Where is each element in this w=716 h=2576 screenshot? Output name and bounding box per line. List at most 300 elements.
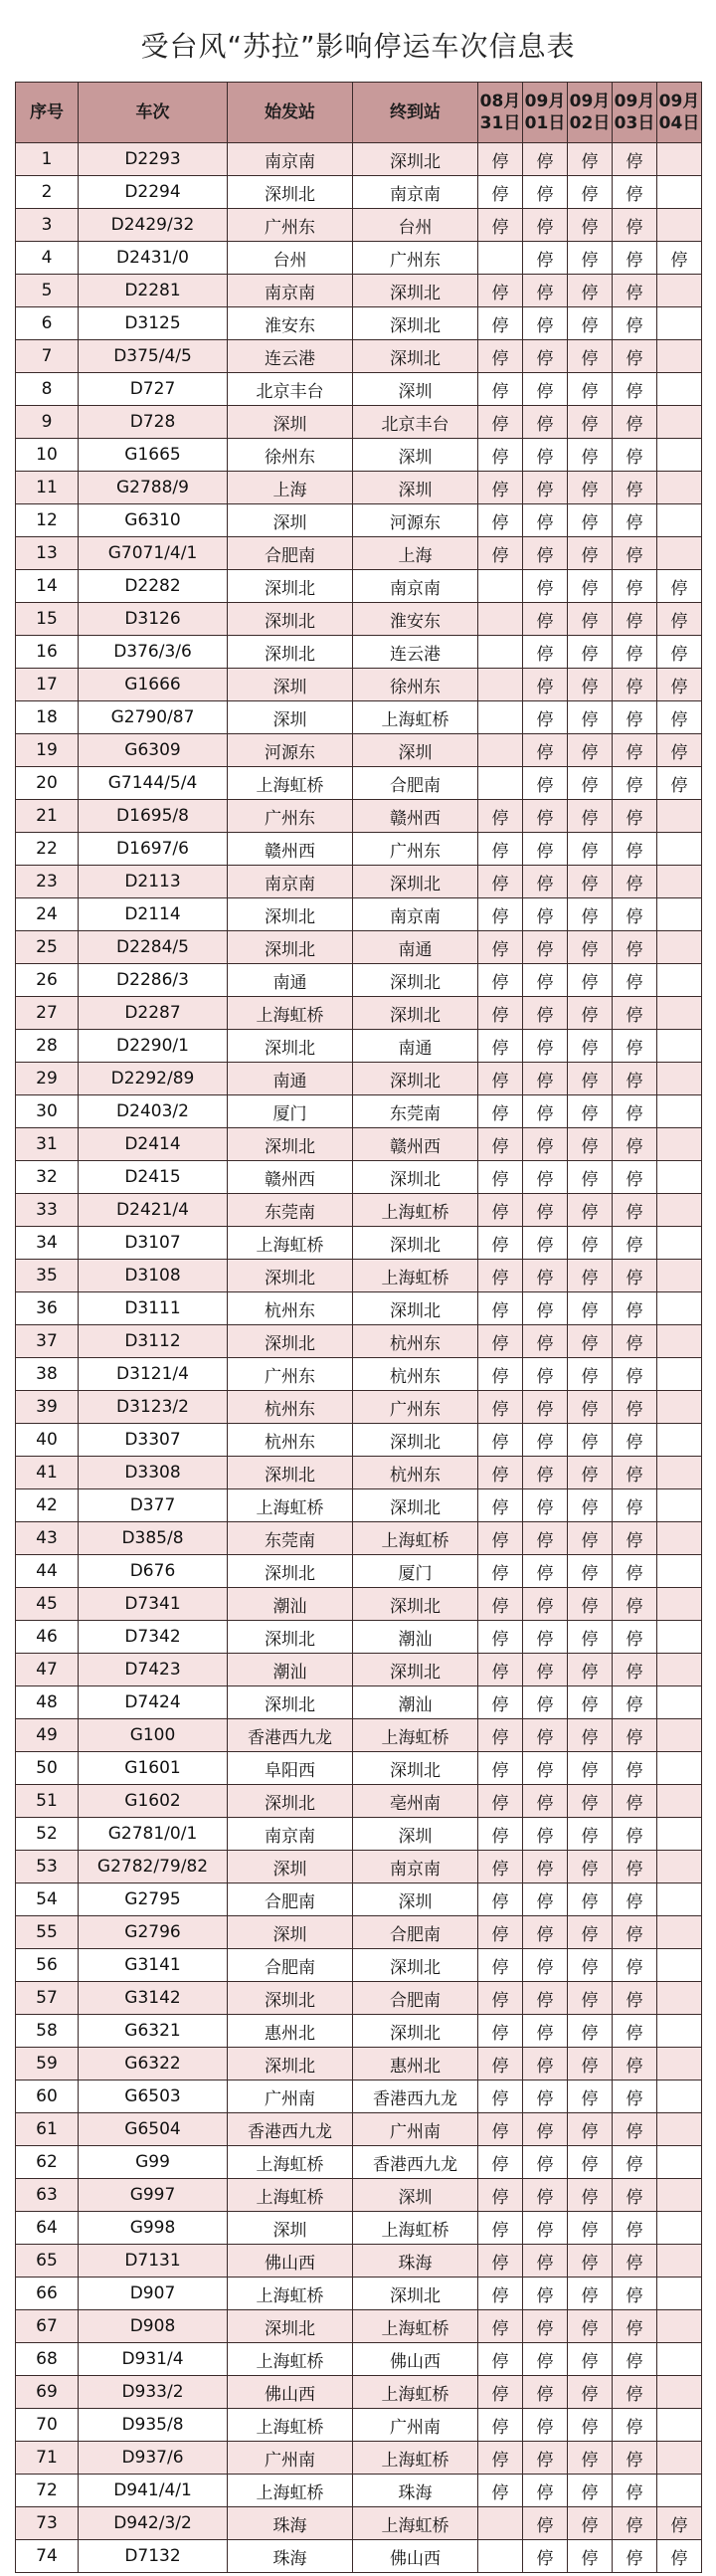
status-0904-cell <box>657 1227 702 1260</box>
row-number-cell: 53 <box>16 1851 79 1883</box>
status-0903-cell: 停 <box>613 701 657 734</box>
origin-station-cell: 广州南 <box>228 2081 353 2113</box>
train-number-cell: D2287 <box>79 997 228 1030</box>
status-0901-cell: 停 <box>523 2507 568 2540</box>
origin-station-cell: 南通 <box>228 1063 353 1095</box>
status-0831-cell: 停 <box>478 1391 523 1424</box>
status-0904-cell <box>657 2179 702 2212</box>
status-0901-cell: 停 <box>523 2015 568 2048</box>
status-0904-cell: 停 <box>657 701 702 734</box>
status-0903-cell: 停 <box>613 2540 657 2573</box>
status-0831-cell: 停 <box>478 340 523 373</box>
status-0902-cell: 停 <box>568 1391 613 1424</box>
origin-station-cell: 上海虹桥 <box>228 2409 353 2442</box>
train-number-cell: D7342 <box>79 1621 228 1654</box>
status-0901-cell: 停 <box>523 1818 568 1851</box>
train-number-cell: D2421/4 <box>79 1194 228 1227</box>
row-number-cell: 63 <box>16 2179 79 2212</box>
table-header-row <box>16 83 702 143</box>
status-0904-cell <box>657 1260 702 1292</box>
table-row <box>16 1654 702 1686</box>
status-0902-cell: 停 <box>568 2015 613 2048</box>
status-0904-cell <box>657 2113 702 2146</box>
status-0904-cell: 停 <box>657 767 702 800</box>
status-0831-cell: 停 <box>478 1030 523 1063</box>
status-0901-cell: 停 <box>523 866 568 898</box>
status-0831-cell: 停 <box>478 1719 523 1752</box>
status-0901-cell: 停 <box>523 2245 568 2278</box>
train-number-cell: D931/4 <box>79 2343 228 2376</box>
status-0903-cell: 停 <box>613 636 657 669</box>
status-0901-cell: 停 <box>523 603 568 636</box>
row-number-cell: 38 <box>16 1358 79 1391</box>
status-0831-cell: 停 <box>478 504 523 537</box>
row-number-cell: 23 <box>16 866 79 898</box>
status-0831-cell: 停 <box>478 833 523 866</box>
status-0902-cell: 停 <box>568 1128 613 1161</box>
row-number-cell: 60 <box>16 2081 79 2113</box>
train-number-cell: D7423 <box>79 1654 228 1686</box>
status-0831-cell: 停 <box>478 1686 523 1719</box>
status-0904-cell <box>657 898 702 931</box>
status-0901-cell: 停 <box>523 701 568 734</box>
terminal-station-cell: 深圳北 <box>353 1424 478 1457</box>
status-0902-cell: 停 <box>568 1883 613 1916</box>
status-0903-cell: 停 <box>613 1522 657 1555</box>
terminal-station-cell: 上海虹桥 <box>353 1522 478 1555</box>
train-number-cell: G1666 <box>79 669 228 701</box>
origin-station-cell: 深圳北 <box>228 1785 353 1818</box>
table-row <box>16 1719 702 1752</box>
status-0902-cell: 停 <box>568 2113 613 2146</box>
status-0903-cell: 停 <box>613 242 657 275</box>
status-0831-cell: 停 <box>478 1555 523 1588</box>
row-number-cell: 32 <box>16 1161 79 1194</box>
status-0831-cell: 停 <box>478 997 523 1030</box>
status-0831-cell: 停 <box>478 1621 523 1654</box>
status-0902-cell: 停 <box>568 964 613 997</box>
terminal-station-cell: 北京丰台 <box>353 406 478 439</box>
terminal-station-cell: 佛山西 <box>353 2540 478 2573</box>
status-0831-cell: 停 <box>478 472 523 504</box>
terminal-station-cell: 深圳北 <box>353 1654 478 1686</box>
status-0903-cell: 停 <box>613 1883 657 1916</box>
status-0904-cell <box>657 1030 702 1063</box>
table-row <box>16 1851 702 1883</box>
terminal-station-cell: 深圳北 <box>353 997 478 1030</box>
origin-station-cell: 杭州东 <box>228 1391 353 1424</box>
status-0901-cell: 停 <box>523 2113 568 2146</box>
status-0903-cell: 停 <box>613 1489 657 1522</box>
terminal-station-cell: 台州 <box>353 209 478 242</box>
table-row <box>16 1982 702 2015</box>
status-0831-cell: 停 <box>478 2475 523 2507</box>
status-0903-cell: 停 <box>613 2507 657 2540</box>
status-0902-cell: 停 <box>568 2245 613 2278</box>
train-number-cell: D2284/5 <box>79 931 228 964</box>
status-0903-cell: 停 <box>613 1555 657 1588</box>
status-0903-cell: 停 <box>613 767 657 800</box>
row-number-cell: 12 <box>16 504 79 537</box>
status-0903-cell: 停 <box>613 373 657 406</box>
row-number-cell: 37 <box>16 1325 79 1358</box>
status-0901-cell: 停 <box>523 1161 568 1194</box>
table-row <box>16 2540 702 2573</box>
status-0904-cell <box>657 373 702 406</box>
status-0903-cell: 停 <box>613 1161 657 1194</box>
row-number-cell: 21 <box>16 800 79 833</box>
status-0902-cell: 停 <box>568 1457 613 1489</box>
status-0904-cell: 停 <box>657 2507 702 2540</box>
status-0831-cell: 停 <box>478 275 523 307</box>
train-number-cell: D935/8 <box>79 2409 228 2442</box>
train-number-cell: D3121/4 <box>79 1358 228 1391</box>
status-0903-cell: 停 <box>613 1358 657 1391</box>
status-0904-cell: 停 <box>657 734 702 767</box>
terminal-station-cell: 南京南 <box>353 898 478 931</box>
status-0902-cell: 停 <box>568 603 613 636</box>
origin-station-cell: 香港西九龙 <box>228 1719 353 1752</box>
date-month: 09月 <box>524 92 566 111</box>
table-row <box>16 537 702 570</box>
table-row <box>16 472 702 504</box>
terminal-station-cell: 上海虹桥 <box>353 2212 478 2245</box>
terminal-station-cell: 杭州东 <box>353 1325 478 1358</box>
terminal-station-cell: 广州南 <box>353 2113 478 2146</box>
table-row <box>16 767 702 800</box>
table-row <box>16 833 702 866</box>
table-row <box>16 1358 702 1391</box>
status-0831-cell: 停 <box>478 1358 523 1391</box>
origin-station-cell: 上海虹桥 <box>228 2278 353 2310</box>
table-row <box>16 1916 702 1949</box>
table-row <box>16 307 702 340</box>
terminal-station-cell: 河源东 <box>353 504 478 537</box>
origin-station-cell: 赣州西 <box>228 833 353 866</box>
origin-station-cell: 上海虹桥 <box>228 2146 353 2179</box>
column-header-date-0902 <box>568 83 613 143</box>
status-0904-cell <box>657 340 702 373</box>
origin-station-cell: 深圳北 <box>228 636 353 669</box>
train-number-cell: D3126 <box>79 603 228 636</box>
train-number-cell: G6309 <box>79 734 228 767</box>
train-number-cell: D385/8 <box>79 1522 228 1555</box>
status-0901-cell: 停 <box>523 439 568 472</box>
status-0901-cell: 停 <box>523 2179 568 2212</box>
status-0904-cell <box>657 2146 702 2179</box>
status-0904-cell: 停 <box>657 242 702 275</box>
status-0831-cell <box>478 2540 523 2573</box>
status-0903-cell: 停 <box>613 2015 657 2048</box>
train-number-cell: D3112 <box>79 1325 228 1358</box>
status-0901-cell: 停 <box>523 1095 568 1128</box>
status-0901-cell: 停 <box>523 1391 568 1424</box>
status-0903-cell: 停 <box>613 2475 657 2507</box>
status-0902-cell: 停 <box>568 997 613 1030</box>
status-0901-cell: 停 <box>523 2146 568 2179</box>
row-number-cell: 3 <box>16 209 79 242</box>
origin-station-cell: 深圳北 <box>228 1555 353 1588</box>
status-0901-cell: 停 <box>523 176 568 209</box>
status-0831-cell: 停 <box>478 2278 523 2310</box>
origin-station-cell: 深圳北 <box>228 2310 353 2343</box>
status-0904-cell <box>657 1292 702 1325</box>
table-row <box>16 1292 702 1325</box>
status-0904-cell <box>657 2081 702 2113</box>
status-0831-cell: 停 <box>478 209 523 242</box>
status-0902-cell: 停 <box>568 1949 613 1982</box>
row-number-cell: 44 <box>16 1555 79 1588</box>
train-number-cell: G6321 <box>79 2015 228 2048</box>
status-0903-cell: 停 <box>613 964 657 997</box>
table-row <box>16 734 702 767</box>
status-0903-cell: 停 <box>613 734 657 767</box>
row-number-cell: 58 <box>16 2015 79 2048</box>
status-0831-cell: 停 <box>478 866 523 898</box>
date-day: 02日 <box>569 113 611 133</box>
origin-station-cell: 深圳北 <box>228 898 353 931</box>
terminal-station-cell: 深圳 <box>353 1883 478 1916</box>
status-0901-cell: 停 <box>523 570 568 603</box>
origin-station-cell: 深圳 <box>228 406 353 439</box>
train-number-cell: G7144/5/4 <box>79 767 228 800</box>
status-0831-cell: 停 <box>478 1818 523 1851</box>
row-number-cell: 24 <box>16 898 79 931</box>
terminal-station-cell: 厦门 <box>353 1555 478 1588</box>
status-0831-cell: 停 <box>478 1489 523 1522</box>
status-0901-cell: 停 <box>523 537 568 570</box>
status-0904-cell: 停 <box>657 669 702 701</box>
origin-station-cell: 河源东 <box>228 734 353 767</box>
train-number-cell: D2415 <box>79 1161 228 1194</box>
status-0904-cell <box>657 1654 702 1686</box>
train-number-cell: D941/4/1 <box>79 2475 228 2507</box>
train-number-cell: G2795 <box>79 1883 228 1916</box>
row-number-cell: 28 <box>16 1030 79 1063</box>
status-0903-cell: 停 <box>613 603 657 636</box>
status-0902-cell: 停 <box>568 275 613 307</box>
row-number-cell: 1 <box>16 143 79 176</box>
status-0903-cell: 停 <box>613 2048 657 2081</box>
status-0831-cell: 停 <box>478 1325 523 1358</box>
status-0902-cell: 停 <box>568 1785 613 1818</box>
train-number-cell: D1697/6 <box>79 833 228 866</box>
terminal-station-cell: 淮安东 <box>353 603 478 636</box>
status-0904-cell <box>657 1194 702 1227</box>
origin-station-cell: 南京南 <box>228 866 353 898</box>
row-number-cell: 20 <box>16 767 79 800</box>
train-number-cell: G6322 <box>79 2048 228 2081</box>
row-number-cell: 36 <box>16 1292 79 1325</box>
terminal-station-cell: 南通 <box>353 1030 478 1063</box>
status-0904-cell <box>657 2409 702 2442</box>
status-0904-cell <box>657 2442 702 2475</box>
status-0902-cell: 停 <box>568 1358 613 1391</box>
row-number-cell: 52 <box>16 1818 79 1851</box>
status-0831-cell: 停 <box>478 1161 523 1194</box>
origin-station-cell: 佛山西 <box>228 2245 353 2278</box>
status-0902-cell: 停 <box>568 2048 613 2081</box>
status-0904-cell: 停 <box>657 2540 702 2573</box>
origin-station-cell: 北京丰台 <box>228 373 353 406</box>
status-0831-cell: 停 <box>478 1194 523 1227</box>
row-number-cell: 74 <box>16 2540 79 2573</box>
status-0902-cell: 停 <box>568 734 613 767</box>
status-0901-cell: 停 <box>523 898 568 931</box>
row-number-cell: 40 <box>16 1424 79 1457</box>
table-row <box>16 275 702 307</box>
status-0903-cell: 停 <box>613 504 657 537</box>
status-0901-cell: 停 <box>523 1883 568 1916</box>
status-0904-cell <box>657 1752 702 1785</box>
status-0904-cell <box>657 537 702 570</box>
status-0902-cell: 停 <box>568 1982 613 2015</box>
status-0903-cell: 停 <box>613 1260 657 1292</box>
terminal-station-cell: 广州东 <box>353 833 478 866</box>
status-0903-cell: 停 <box>613 2278 657 2310</box>
train-number-cell: G2796 <box>79 1916 228 1949</box>
table-row <box>16 1128 702 1161</box>
terminal-station-cell: 徐州东 <box>353 669 478 701</box>
train-number-cell: G99 <box>79 2146 228 2179</box>
status-0902-cell: 停 <box>568 1522 613 1555</box>
status-0831-cell <box>478 603 523 636</box>
terminal-station-cell: 深圳北 <box>353 1292 478 1325</box>
column-header-date-0831 <box>478 83 523 143</box>
origin-station-cell: 深圳北 <box>228 570 353 603</box>
status-0903-cell: 停 <box>613 1982 657 2015</box>
status-0901-cell: 停 <box>523 340 568 373</box>
origin-station-cell: 深圳北 <box>228 1325 353 1358</box>
origin-station-cell: 深圳北 <box>228 603 353 636</box>
table-row <box>16 1194 702 1227</box>
terminal-station-cell: 上海虹桥 <box>353 2507 478 2540</box>
status-0903-cell: 停 <box>613 1063 657 1095</box>
status-0831-cell: 停 <box>478 2146 523 2179</box>
status-0901-cell: 停 <box>523 1358 568 1391</box>
origin-station-cell: 潮汕 <box>228 1588 353 1621</box>
table-row <box>16 669 702 701</box>
terminal-station-cell: 深圳 <box>353 1818 478 1851</box>
status-0903-cell: 停 <box>613 1686 657 1719</box>
status-0902-cell: 停 <box>568 1654 613 1686</box>
table-row <box>16 143 702 176</box>
table-row <box>16 1752 702 1785</box>
status-0903-cell: 停 <box>613 2179 657 2212</box>
row-number-cell: 49 <box>16 1719 79 1752</box>
status-0831-cell: 停 <box>478 1851 523 1883</box>
table-row <box>16 2113 702 2146</box>
status-0903-cell: 停 <box>613 931 657 964</box>
train-number-cell: D1695/8 <box>79 800 228 833</box>
origin-station-cell: 深圳北 <box>228 176 353 209</box>
status-0903-cell: 停 <box>613 570 657 603</box>
terminal-station-cell: 南京南 <box>353 1851 478 1883</box>
table-row <box>16 2310 702 2343</box>
status-0831-cell: 停 <box>478 1128 523 1161</box>
status-0902-cell: 停 <box>568 1424 613 1457</box>
status-0903-cell: 停 <box>613 1391 657 1424</box>
status-0901-cell: 停 <box>523 1851 568 1883</box>
status-0903-cell: 停 <box>613 1292 657 1325</box>
status-0904-cell <box>657 997 702 1030</box>
terminal-station-cell: 上海虹桥 <box>353 2376 478 2409</box>
status-0904-cell <box>657 931 702 964</box>
origin-station-cell: 合肥南 <box>228 1883 353 1916</box>
terminal-station-cell: 香港西九龙 <box>353 2146 478 2179</box>
column-header-date-0904 <box>657 83 702 143</box>
table-row <box>16 1785 702 1818</box>
row-number-cell: 13 <box>16 537 79 570</box>
terminal-station-cell: 深圳 <box>353 2179 478 2212</box>
status-0903-cell: 停 <box>613 1949 657 1982</box>
status-0904-cell <box>657 2376 702 2409</box>
terminal-station-cell: 上海虹桥 <box>353 2310 478 2343</box>
table-row <box>16 1161 702 1194</box>
train-number-cell: G2781/0/1 <box>79 1818 228 1851</box>
status-0904-cell <box>657 1818 702 1851</box>
status-0831-cell: 停 <box>478 2343 523 2376</box>
row-number-cell: 57 <box>16 1982 79 2015</box>
status-0901-cell: 停 <box>523 242 568 275</box>
train-number-cell: D376/3/6 <box>79 636 228 669</box>
table-row <box>16 1260 702 1292</box>
status-0901-cell: 停 <box>523 2048 568 2081</box>
origin-station-cell: 厦门 <box>228 1095 353 1128</box>
row-number-cell: 30 <box>16 1095 79 1128</box>
status-0904-cell <box>657 1949 702 1982</box>
row-number-cell: 56 <box>16 1949 79 1982</box>
table-row <box>16 1227 702 1260</box>
status-0831-cell: 停 <box>478 2376 523 2409</box>
status-0901-cell: 停 <box>523 1686 568 1719</box>
status-0902-cell: 停 <box>568 2376 613 2409</box>
status-0901-cell: 停 <box>523 2212 568 2245</box>
row-number-cell: 35 <box>16 1260 79 1292</box>
status-0903-cell: 停 <box>613 2212 657 2245</box>
terminal-station-cell: 合肥南 <box>353 1916 478 1949</box>
status-0903-cell: 停 <box>613 2245 657 2278</box>
status-0902-cell: 停 <box>568 1489 613 1522</box>
status-0904-cell <box>657 1883 702 1916</box>
status-0902-cell: 停 <box>568 2343 613 2376</box>
status-0902-cell: 停 <box>568 176 613 209</box>
date-month: 09月 <box>614 92 655 111</box>
status-0831-cell: 停 <box>478 1982 523 2015</box>
status-0903-cell: 停 <box>613 1654 657 1686</box>
status-0903-cell: 停 <box>613 307 657 340</box>
status-0903-cell: 停 <box>613 800 657 833</box>
status-0901-cell: 停 <box>523 997 568 1030</box>
table-row <box>16 2179 702 2212</box>
column-header-from: 始发站 <box>228 83 353 143</box>
terminal-station-cell: 潮汕 <box>353 1621 478 1654</box>
status-0904-cell: 停 <box>657 603 702 636</box>
terminal-station-cell: 上海虹桥 <box>353 1719 478 1752</box>
origin-station-cell: 上海虹桥 <box>228 767 353 800</box>
terminal-station-cell: 上海虹桥 <box>353 701 478 734</box>
row-number-cell: 6 <box>16 307 79 340</box>
origin-station-cell: 香港西九龙 <box>228 2113 353 2146</box>
status-0904-cell <box>657 1982 702 2015</box>
table-row <box>16 439 702 472</box>
table-row <box>16 1949 702 1982</box>
table-row <box>16 603 702 636</box>
origin-station-cell: 珠海 <box>228 2540 353 2573</box>
status-0904-cell <box>657 1325 702 1358</box>
train-number-cell: D7132 <box>79 2540 228 2573</box>
status-0904-cell <box>657 1555 702 1588</box>
